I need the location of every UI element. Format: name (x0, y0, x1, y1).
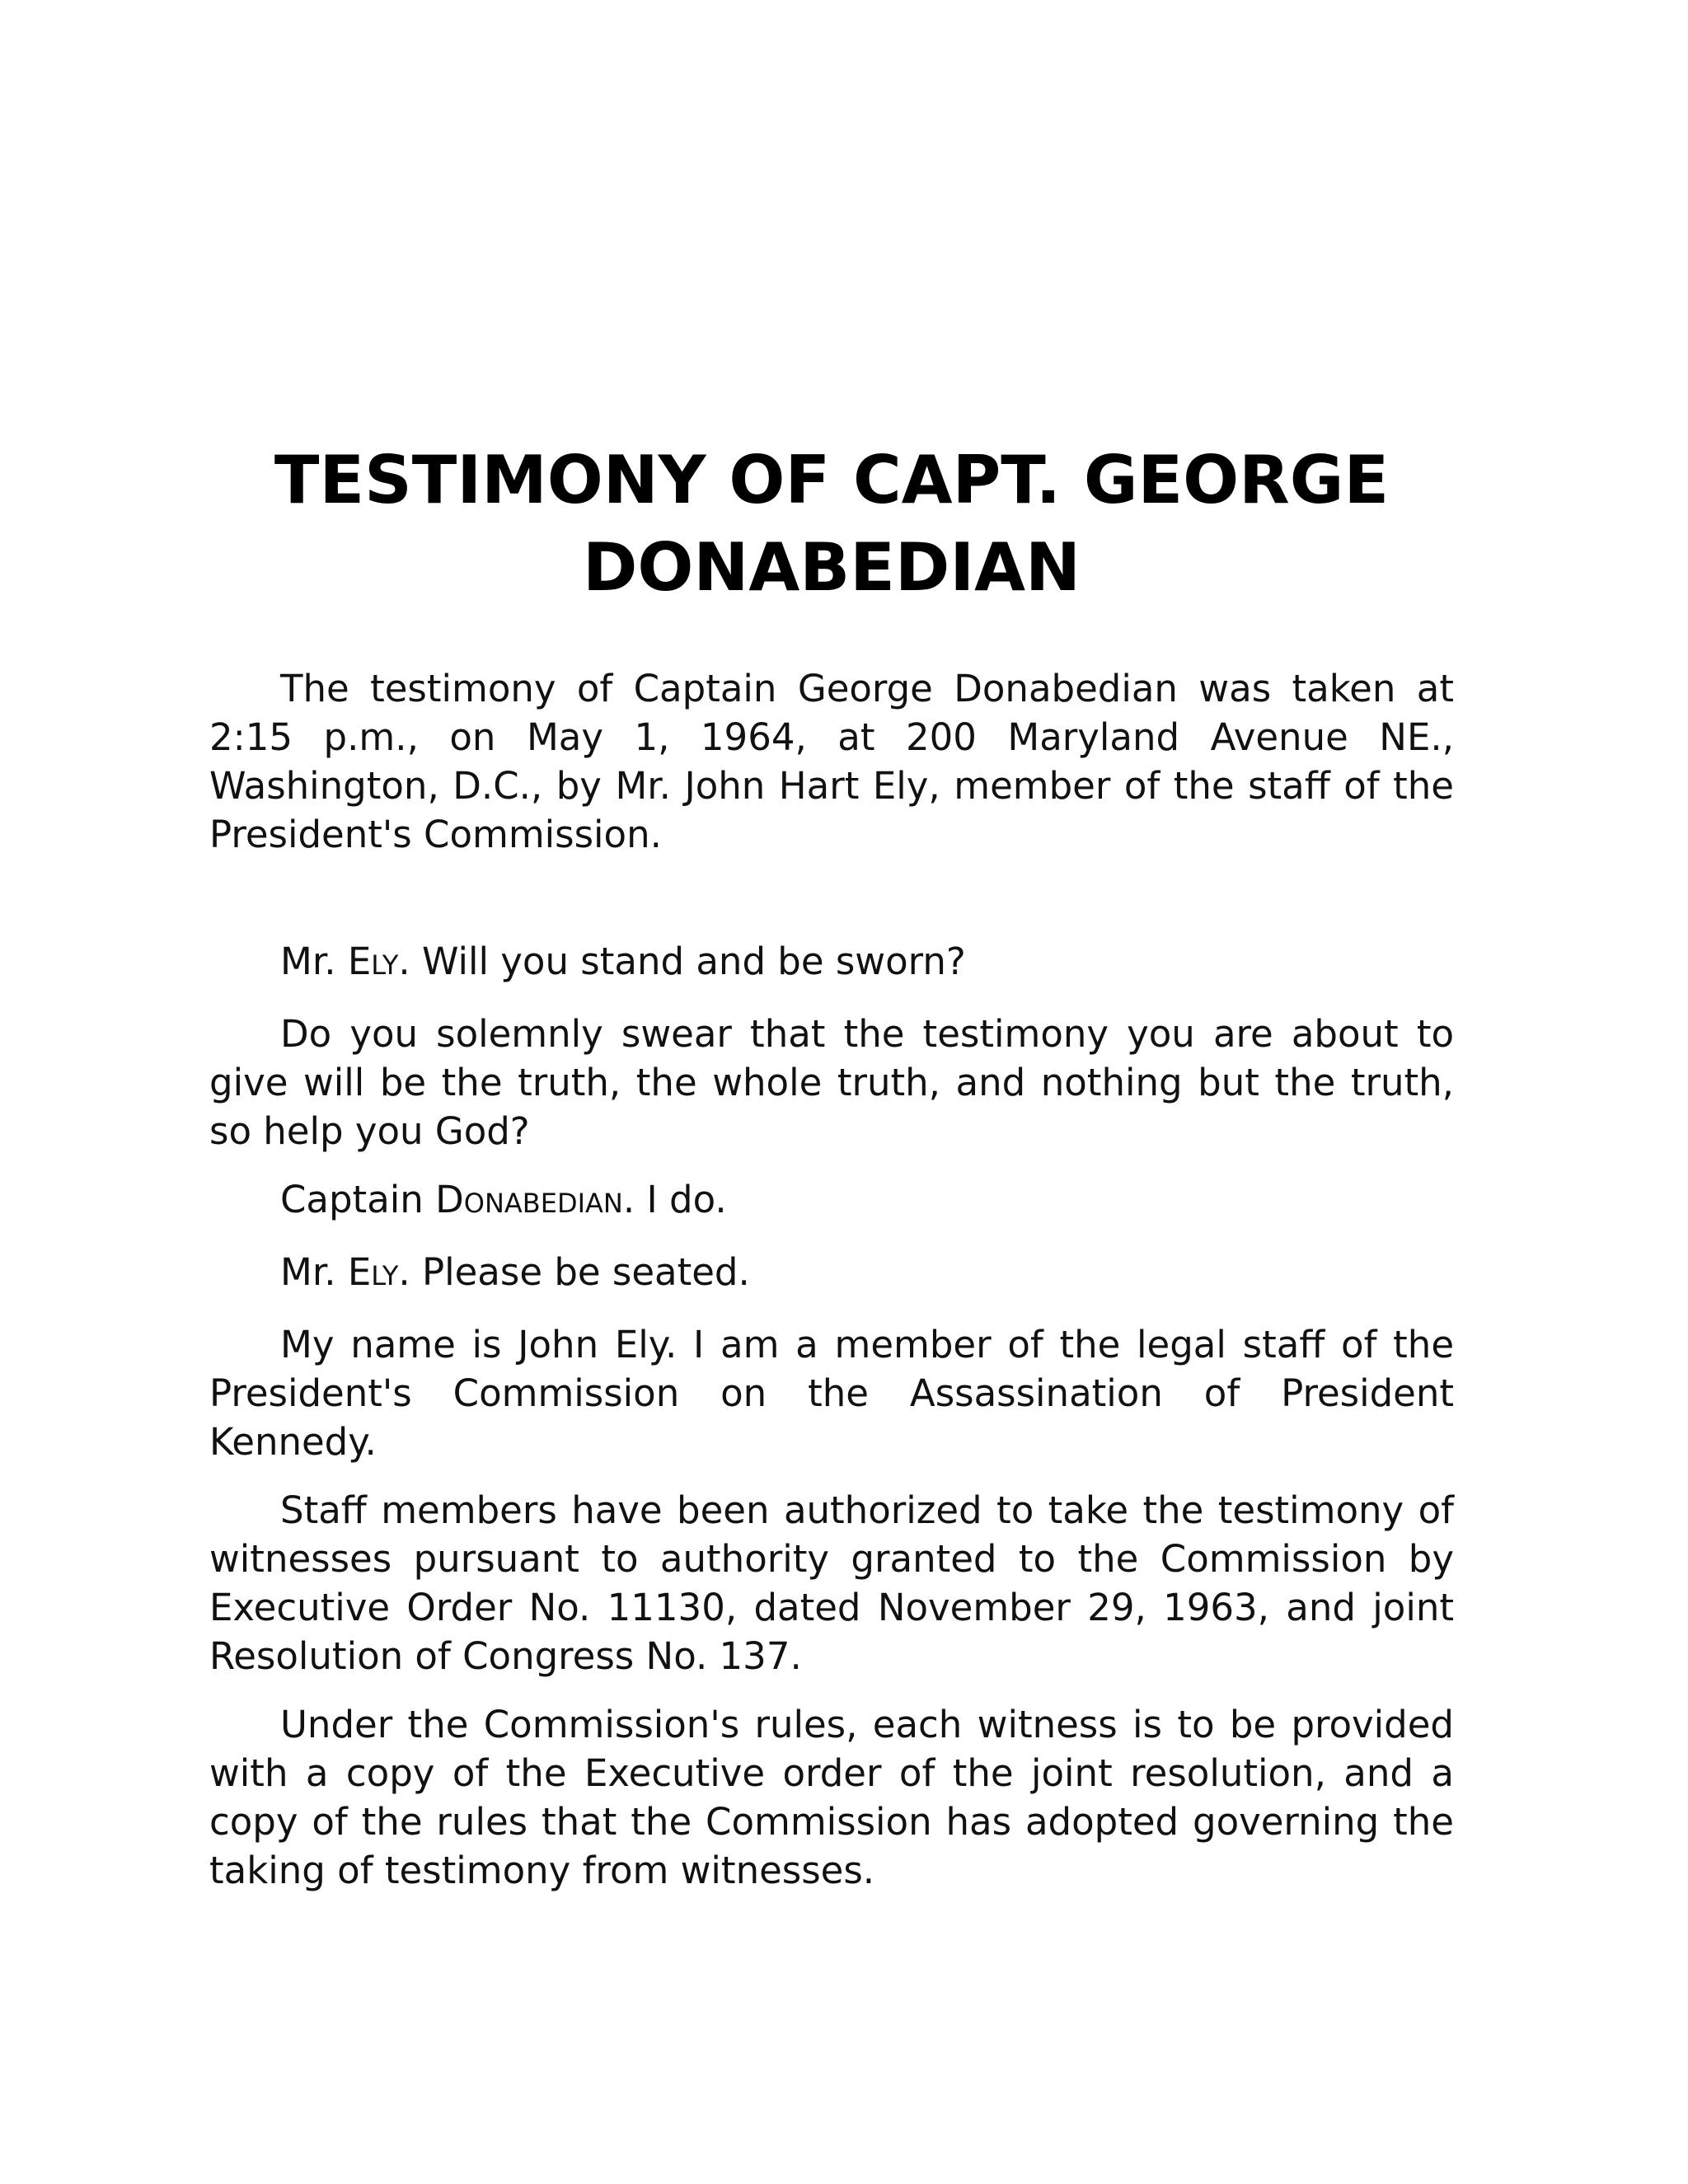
speech-paragraph (209, 937, 1454, 990)
speaker-name: DONABEDIAN (435, 1178, 623, 1221)
speech-paragraph: Staff members have been authorized to take the testimony of witnesses pursuant to authority granted to the Commission by Executive Order No. 11130, dated November 29, 1963, and joint Resolution of Congress No. 137. (209, 1488, 1454, 1678)
speaker-name: ELY (347, 940, 399, 983)
speech-paragraph: Under the Commission's rules, each witness is to be provided with a copy of the Executive order of the joint resolution, and a copy of the rules that the Commission has adopted governing the taking of testimony from witnesses. (209, 1703, 1454, 1892)
document-title: TESTIMONY OF CAPT. GEORGE DONABEDIAN (274, 442, 1390, 606)
speech-text: . I do. (622, 1178, 727, 1221)
speaker-prefix: Mr. (280, 940, 348, 983)
speech-text: . Will you stand and be sworn? (398, 940, 966, 983)
testimony-exchange (209, 937, 1454, 1895)
speaker-name: ELY (347, 1250, 399, 1294)
speaker-prefix: Mr. (280, 1250, 348, 1294)
speech-paragraph: Do you solemnly swear that the testimony you are about to give will be the truth, the whole truth, and nothing but the truth, so help you God? (209, 1012, 1454, 1153)
intro-paragraph: The testimony of Captain George Donabedian was taken at 2:15 p.m., on May 1, 1964, at 200 Maryland Avenue NE., Washington, D.C., by Mr. John Hart Ely, member of the staff of the President's Commission. (209, 667, 1454, 856)
speech-paragraph (209, 1175, 1454, 1228)
speech-paragraph (209, 1248, 1454, 1301)
speech-paragraph: My name is John Ely. I am a member of the legal staff of the President's Commission on the Assassination of President Kennedy. (209, 1323, 1454, 1464)
speaker-prefix: Captain (280, 1178, 436, 1221)
speech-text: . Please be seated. (398, 1250, 750, 1294)
document-page (209, 437, 1454, 1915)
